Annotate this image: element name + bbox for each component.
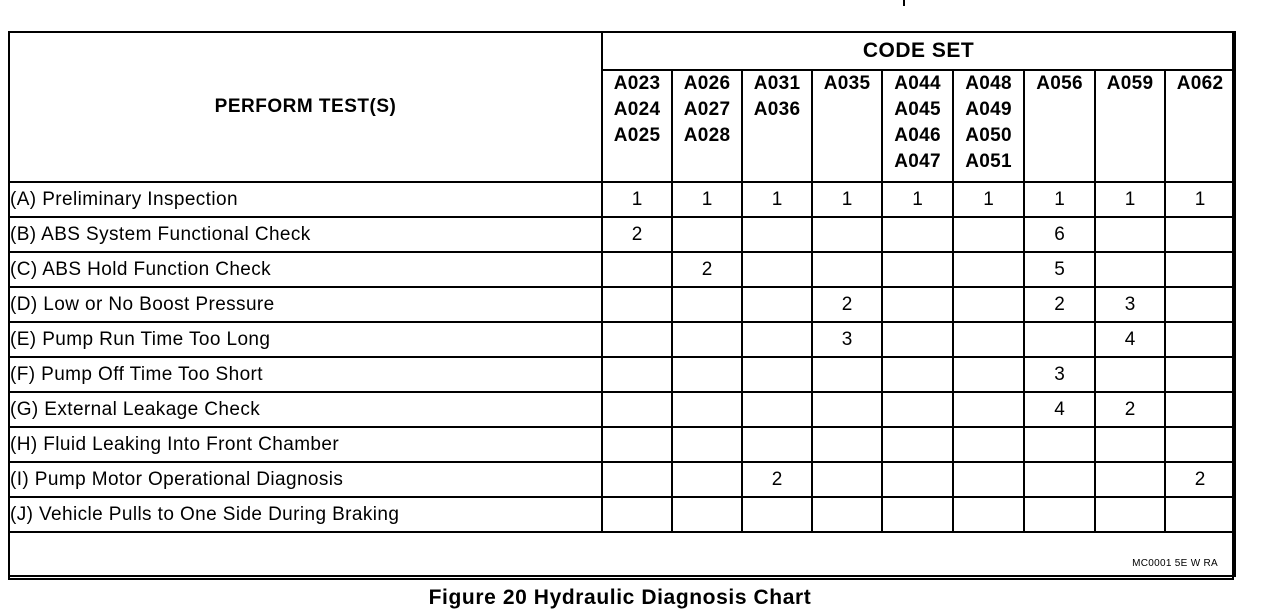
test-order-cell [602,497,672,532]
hydraulic-diagnosis-chart [8,31,1234,580]
test-order-cell: 3 [812,322,882,357]
test-order-cell: 1 [672,182,742,217]
test-order-cell [602,392,672,427]
test-order-cell [672,287,742,322]
test-order-cell [953,462,1024,497]
test-order-cell: 1 [1095,182,1165,217]
test-order-cell [1165,217,1235,252]
test-order-cell: 2 [812,287,882,322]
code-column-header [602,70,672,182]
top-tick-mark [903,0,905,6]
test-order-cell [953,497,1024,532]
test-order-cell: 6 [1024,217,1095,252]
figure-reference-code: MC0001 5E W RA [1132,558,1219,569]
test-order-cell [1165,357,1235,392]
test-order-cell [812,497,882,532]
test-order-cell [1165,287,1235,322]
test-order-cell: 4 [1095,322,1165,357]
code-label: A046 [894,125,941,146]
code-label: A035 [823,73,871,94]
test-order-cell: 1 [1024,182,1095,217]
test-order-cell [672,392,742,427]
table-row [9,427,1235,462]
test-order-cell [672,322,742,357]
test-order-cell [882,427,953,462]
test-order-cell [742,322,812,357]
code-label: A028 [683,125,731,146]
code-label: A051 [965,151,1012,172]
test-order-cell: 1 [602,182,672,217]
code-label: A036 [753,99,801,120]
code-label: A050 [965,125,1012,146]
code-label: A025 [613,125,661,146]
footer-cell [9,532,1235,576]
test-order-cell [1165,497,1235,532]
code-label: A056 [1036,73,1083,94]
test-order-cell [1024,427,1095,462]
code-label: A026 [683,73,731,94]
code-label: A044 [894,73,941,94]
test-label: (A) Preliminary Inspection [9,182,602,217]
test-rows [9,182,1235,532]
test-order-cell [602,427,672,462]
test-order-cell [882,287,953,322]
test-order-cell [1095,497,1165,532]
test-order-cell [882,462,953,497]
code-label: A047 [894,151,941,172]
test-order-cell [1024,322,1095,357]
test-order-cell [1095,427,1165,462]
code-label: A031 [753,73,801,94]
test-order-cell [812,217,882,252]
code-label: A059 [1106,73,1154,94]
table-row [9,497,1235,532]
test-label: (C) ABS Hold Function Check [9,252,602,287]
test-order-cell [742,357,812,392]
test-order-cell: 2 [672,252,742,287]
test-order-cell: 2 [1165,462,1235,497]
test-order-cell [812,252,882,287]
test-order-cell [953,287,1024,322]
table-row [9,462,1235,497]
test-order-cell [812,462,882,497]
test-label: (D) Low or No Boost Pressure [9,287,602,322]
test-order-cell [742,427,812,462]
test-order-cell [953,357,1024,392]
test-order-cell [882,322,953,357]
test-order-cell: 2 [602,217,672,252]
test-order-cell [672,357,742,392]
code-label: A023 [613,73,661,94]
code-set-header: CODE SET [602,32,1235,70]
test-order-cell [602,322,672,357]
test-order-cell [953,427,1024,462]
test-order-cell [742,252,812,287]
test-order-cell [1165,427,1235,462]
test-order-cell: 3 [1024,357,1095,392]
test-label: (F) Pump Off Time Too Short [9,357,602,392]
code-label: A062 [1176,73,1224,94]
code-column-header [742,70,812,182]
test-label: (B) ABS System Functional Check [9,217,602,252]
test-order-cell: 3 [1095,287,1165,322]
test-order-cell: 2 [1095,392,1165,427]
test-label: (H) Fluid Leaking Into Front Chamber [9,427,602,462]
test-order-cell [882,392,953,427]
code-label: A045 [894,99,941,120]
test-order-cell [953,217,1024,252]
code-column-header [882,70,953,182]
test-order-cell [1165,322,1235,357]
code-label: A027 [683,99,731,120]
test-order-cell: 1 [742,182,812,217]
test-order-cell [953,252,1024,287]
code-column-header [1165,70,1235,182]
test-order-cell: 2 [1024,287,1095,322]
test-order-cell [882,217,953,252]
code-label: A024 [613,99,661,120]
test-label: (I) Pump Motor Operational Diagnosis [9,462,602,497]
test-order-cell [602,252,672,287]
test-order-cell [672,497,742,532]
test-order-cell [742,497,812,532]
test-order-cell [1024,497,1095,532]
test-order-cell [672,217,742,252]
test-label: (G) External Leakage Check [9,392,602,427]
test-order-cell: 2 [742,462,812,497]
test-order-cell [812,357,882,392]
test-order-cell [602,357,672,392]
test-order-cell [742,392,812,427]
test-order-cell [672,427,742,462]
diagnosis-table [8,31,1236,577]
table-row [9,392,1235,427]
test-order-cell [602,287,672,322]
test-order-cell: 1 [882,182,953,217]
test-order-cell: 4 [1024,392,1095,427]
test-order-cell [1095,217,1165,252]
test-order-cell [1165,252,1235,287]
test-order-cell: 1 [1165,182,1235,217]
test-label: (E) Pump Run Time Too Long [9,322,602,357]
test-order-cell [953,322,1024,357]
code-label: A049 [965,99,1012,120]
test-order-cell [812,427,882,462]
test-order-cell [1165,392,1235,427]
test-order-cell [742,287,812,322]
test-order-cell [953,392,1024,427]
figure-caption: Figure 20 Hydraulic Diagnosis Chart [428,586,812,609]
test-order-cell: 1 [812,182,882,217]
table-row [9,322,1235,357]
table-row [9,217,1235,252]
code-column-header [672,70,742,182]
test-order-cell [1095,357,1165,392]
table-row [9,287,1235,322]
test-order-cell [602,462,672,497]
test-order-cell [882,357,953,392]
test-order-cell [882,497,953,532]
test-order-cell [1024,462,1095,497]
test-order-cell [742,217,812,252]
code-column-header [1095,70,1165,182]
table-row [9,252,1235,287]
code-column-header [1024,70,1095,182]
table-row [9,182,1235,217]
perform-tests-header: PERFORM TEST(S) [9,32,602,182]
test-order-cell [812,392,882,427]
test-order-cell [1095,252,1165,287]
test-order-cell [882,252,953,287]
test-label: (J) Vehicle Pulls to One Side During Braking [9,497,602,532]
code-column-header [812,70,882,182]
test-order-cell: 5 [1024,252,1095,287]
test-order-cell [672,462,742,497]
table-row [9,357,1235,392]
test-order-cell: 1 [953,182,1024,217]
test-order-cell [1095,462,1165,497]
code-label: A048 [965,73,1012,94]
code-column-header [953,70,1024,182]
